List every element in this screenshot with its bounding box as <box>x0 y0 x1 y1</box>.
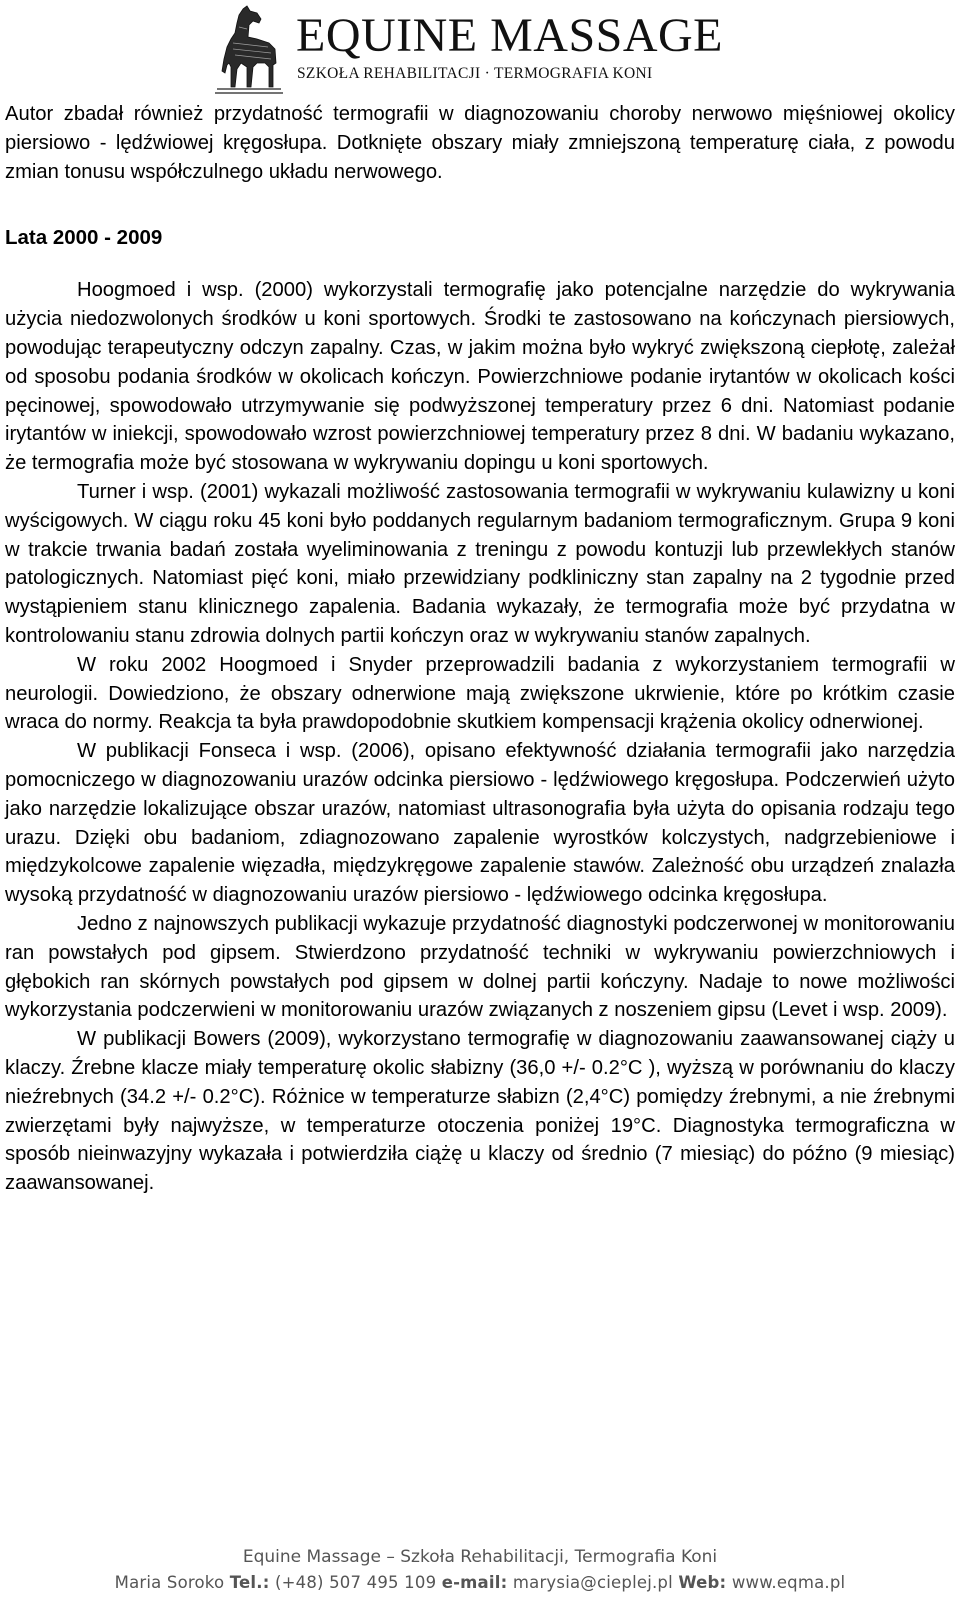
paragraph-turner-2001: Turner i wsp. (2001) wykazali możliwość zastosowania termografii w wykrywaniu kulawizny u koni wyścigowych. W ciągu roku 45 koni było poddanych regularnym badaniom termograficznym. Grupa 9 koni w trakcie trwania badań została wyeliminowania z treningu z powodu kontuzji lub przewlekłych stanów patologicznych. Natomiast pięć koni, miało przewidziany podkliniczny stan zapalny na 2 tygodnie przed wystąpieniem stanu klinicznego zapalenia. Badania wykazały, że termografia może być przydatna w kontrolowaniu stanu zdrowia dolnych partii kończyn oraz w wykrywaniu stanów zapalnych. <box>5 480 955 647</box>
footer-name: Maria Soroko <box>114 1573 225 1592</box>
intro-paragraph: Autor zbadał również przydatność termografii w diagnozowaniu choroby nerwowo mięśniowej okolicy piersiowo - lędźwiowej kręgosłupa. Dotknięte obszary miały zmniejszoną temperaturę ciała, z powodu zmian tonusu współczulnego układu nerwowego. <box>5 103 955 183</box>
brand-name: EQUINE MASSAGE <box>296 9 723 62</box>
footer-title: Equine Massage – Szkoła Rehabilitacji, Termografia Koni <box>242 1547 718 1567</box>
paragraph-fonseca-2006: W publikacji Fonseca i wsp. (2006), opisano efektywność działania termografii jako narzędzia pomocniczego w diagnozowaniu urazów odcinka piersiowo - lędźwiowego kręgosłupa. Podczerwień użyto jako narzędzie lokalizujące obszar urazów, natomiast ultrasonografia była użyta do opisania rodzaju tego urazu. Dzięki obu badaniom, zdiagnozowano zapalenie wyrostków kolczystych, nadgrzebieniowe i międzykolcowe zapalenie więzadła, międzykręgowe zapalenie stawów. Zależność obu urządzeń znalazła wysoką przydatność w diagnozowaniu urazów piersiowo - lędźwiowego odcinka kręgosłupa. <box>5 740 955 907</box>
page-header <box>0 0 960 100</box>
paragraph-hoogmoed-2000: Hoogmoed i wsp. (2000) wykorzystali termografię jako potencjalne narzędzie do wykrywania użycia niedozwolonych środków u koni sportowych. Środki te zastosowano na kończynach piersiowych, powodując terapeutyczny odczyn zapalny. Czas, w jakim można było wykryć zwiększoną ciepłotę, zależał od sposobu podania środków w okolicach kończyn. Powierzchniowe podanie irytantów w okolicach kości pęcinowej, spowodowało utrzymywanie się podwyższonej temperatury przez 6 dni. Natomiast podanie irytantów w iniekcji, spowodowało wzrost powierzchniowej temperatury przez 8 dni. W badaniu wykazano, że termografia może być stosowana w wykrywaniu dopingu u koni sportowych. <box>5 279 955 475</box>
paragraph-bowers-2009: W publikacji Bowers (2009), wykorzystano termografię w diagnozowaniu zaawansowanej ciąży u klaczy. Źrebne klacze miały temperaturę okolic słabizny (36,0 +/- 0.2°C ), wyższą w porównaniu do klaczy nieźrebnych (34.2 +/- 0.2°C). Różnice w temperaturze słabizn (2,4°C) pomiędzy źrebnymi, a nie źrebnymi zwierzętami były najwyższe, w temperaturze otoczenia poniżej 19°C. Diagnostyka termograficzna w sposób nieinwazyjny wykazała i potwierdziła ciążę u klaczy od średnio (7 miesiąc) do późno (9 miesiąc) zaawansowanej. <box>5 1028 955 1195</box>
section-heading: Lata 2000 - 2009 <box>5 226 163 250</box>
footer-tel-label: Tel.: <box>229 1573 270 1592</box>
page-footer <box>0 1544 960 1596</box>
article-body <box>5 100 955 1198</box>
horse-silhouette-icon <box>213 3 285 95</box>
footer-email-link[interactable]: marysia@cieplej.pl <box>512 1573 673 1592</box>
footer-web-link[interactable]: www.eqma.pl <box>731 1573 846 1592</box>
brand-tagline: SZKOŁA REHABILITACJI · TERMOGRAFIA KONI <box>297 65 653 82</box>
footer-email-label: e-mail: <box>441 1573 508 1592</box>
footer-web-label: Web: <box>678 1573 727 1592</box>
footer-contact <box>0 1570 960 1596</box>
paragraph-hoogmoed-snyder-2002: W roku 2002 Hoogmoed i Snyder przeprowadzili badania z wykorzystaniem termografii w neurologii. Dowiedziono, że obszary odnerwione mają zwiększone ukrwienie, które po krótkim czasie wraca do normy. Reakcja ta była prawdopodobnie skutkiem kompensacji krążenia okolicy odnerwionej. <box>5 653 955 734</box>
paragraph-levet-2009: Jedno z najnowszych publikacji wykazuje przydatność diagnostyki podczerwonej w monitorowaniu ran powstałych pod gipsem. Stwierdzono przydatność techniki w wykrywaniu powierzchniowych i głębokich ran skórnych powstałych pod gipsem w dolnej partii kończyny. Nadaje to nowe możliwości wykorzystania podczerwieni w monitorowaniu urazów związanych z noszeniem gipsu (Levet i wsp. 2009). <box>5 912 955 1022</box>
footer-tel[interactable]: (+48) 507 495 109 <box>274 1573 437 1592</box>
